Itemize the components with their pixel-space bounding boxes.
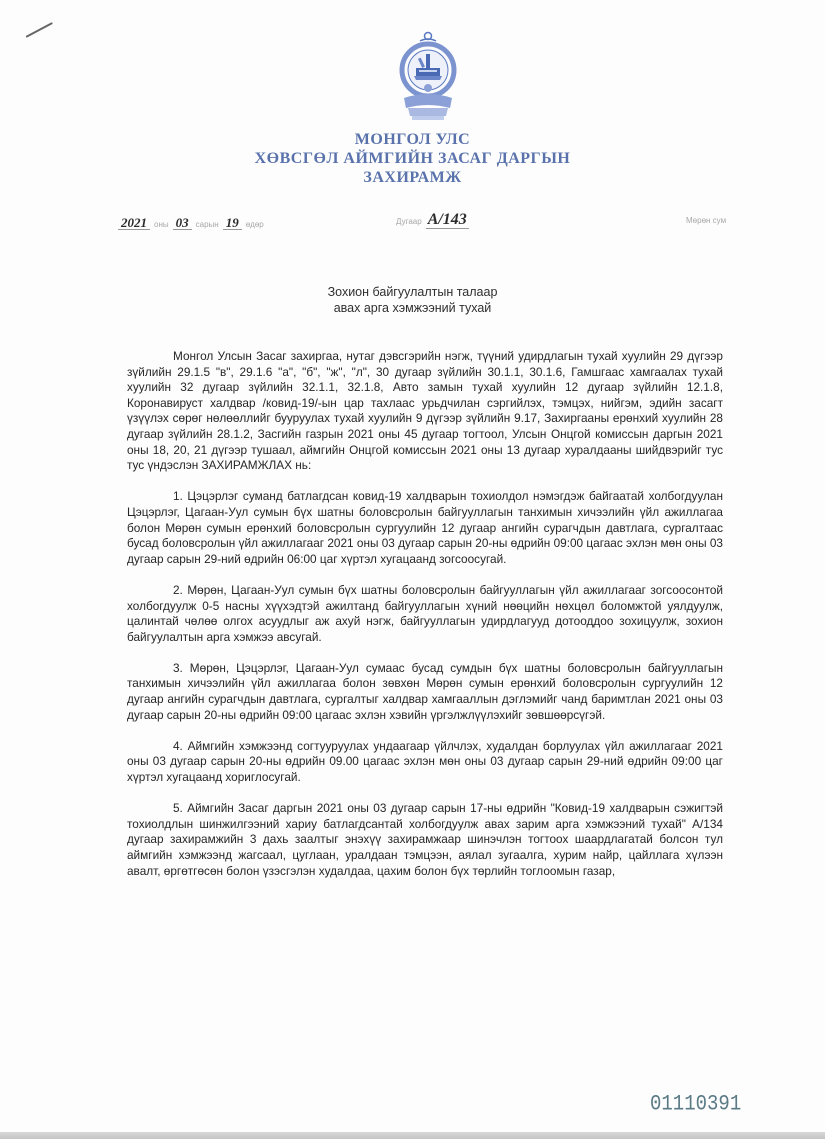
number-label: Дугаар (396, 217, 422, 226)
clause-2-paragraph: 2. Мөрөн, Цагаан-Уул сумын бүх шатны боловсролын байгууллагын үйл ажиллагааг зогсоосонтой холбогдуулж 0-5 насны хүүхэдтэй ажилтанд байгууллагын хүний нөөцийн нөхцөл боломжтой уялдуулж, цалинтай чөлөө олгох асуудлыг аж ахуй нэгж, байгууллагын удирдлагууд дотооддоо зохицуулж, зохион байгуулалтын арга хэмжээ авсугай. (127, 582, 723, 644)
document-number (392, 212, 469, 229)
clause-3-paragraph: 3. Мөрөн, Цэцэрлэг, Цагаан-Уул сумаас бусад сумдын бүх шатны боловсролын байгууллагын танхимын хичээлийн үйл ажиллагаа болон зөвхөн Мөрөн сумын ерөнхий боловсролын сургуулийн 12 дугаар ангийн сурагчдын давтлага, сургалтыг халдвар хамгааллын дэглэмийг чанд баримтлан 2021 оны 03 дугаар сарын 20-ны өдрийн 09:00 цагаас эхлэн хэвийн үргэлжлүүлэхийг зөвшөөрсүгэй. (127, 660, 723, 722)
number-value: А/143 (427, 211, 467, 228)
document-title (0, 284, 825, 316)
date-day: 19 (223, 216, 242, 230)
document-meta-row (0, 212, 825, 236)
date-day-label: өдөр (245, 220, 264, 229)
page-bottom-edge (0, 1132, 825, 1139)
document-date (118, 216, 268, 230)
clause-1-paragraph: 1. Цэцэрлэг суманд батлагдсан ковид-19 халдварын тохиолдол нэмэгдэж байгаатай холбогдуулан Цэцэрлэг, Цагаан-Уул сумын бүх шатны боловсролын байгууллагын танхимын хичээлийн үйл ажиллагаа болон Мөрөн сумын ерөнхий боловсролын сургуулийн 12 дугаар ангийн сурагчдын давтлага, сургалтаас бусад боловсролын үйл ажиллагааг 2021 оны 03 дугаар сарын 20-ны өдрийн 09:00 цагаас эхлэн мөн оны 03 дугаар сарын 29-ний өдрийн 06:00 цаг хүртэл хугацаанд зогсоосугай. (127, 489, 723, 566)
date-month-label: сарын (195, 220, 219, 229)
title-line-1: Зохион байгуулалтын талаар (327, 285, 498, 299)
date-month: 03 (173, 216, 192, 230)
preamble-paragraph: Монгол Улсын Засаг захиргаа, нутаг дэвсгэрийн нэгж, түүний удирдлагын тухай хуулийн 29 дүгээр зүйлийн 29.1.5 "в", 29.1.6 "а", "б", "ж", "л", 30 дугаар зүйлийн 30.1.1, 30.1.6, Гамшгаас хамгаалах тухай хуулийн 32 дугаар зүйлийн 32.1.1, 32.1.8, Авто замын тухай хуулийн 12 дугаар зүйлийн 12.1.8, Коронавируст халдвар /ковид-19/-ын цар тахлаас урьдчилан сэргийлэх, тэмцэх, нийгэм, эдийн засагт үзүүлэх сөрөг нөлөөллийг бууруулах тухай хуулийн 9 дүгээр зүйлийн 9.17, Захиргааны ерөнхий хуулийн 28 дугаар зүйлийн 28.1.2, Засгийн газрын 2021 оны 45 дугаар тогтоол, Улсын Онцгой комиссын даргын 2021 оны 18, 20, 21 дүгээр тушаал, аймгийн Онцгой комиссын 2021 оны 13 дугаар хуралдааны шийдвэрийг тус тус үндэслэн ЗАХИРАМЖЛАХ нь: (127, 349, 723, 473)
document-place: Мөрөн сум (686, 216, 727, 225)
title-line-2: авах арга хэмжээний тухай (333, 301, 492, 315)
serial-number-stamp: 01110391 (650, 1091, 742, 1117)
date-year-label: оны (154, 220, 169, 229)
document-header (0, 130, 825, 187)
document-body (127, 349, 723, 895)
date-year: 2021 (118, 216, 150, 230)
pen-mark (26, 22, 53, 38)
header-authority: ХӨВСГӨЛ АЙМГИЙН ЗАСАГ ДАРГЫН (254, 150, 571, 167)
header-doc-type: ЗАХИРАМЖ (363, 169, 462, 186)
clause-4-paragraph: 4. Аймгийн хэмжээнд согтууруулах ундаагаар үйлчлэх, худалдан борлуулах үйл ажиллагааг 2021 оны 03 дугаар сарын 20-ны өдрийн 09.00 цагаас эхлэн мөн оны 03 дугаар сарын 29-ний өдрийн 09:00 цаг хүртэл хугацаанд хориглосугай. (127, 738, 723, 785)
clause-5-paragraph: 5. Аймгийн Засаг даргын 2021 оны 03 дугаар сарын 17-ны өдрийн "Ковид-19 халдварын сэжигтэй тохиолдлын шинжилгээний хариу батлагдсантай холбогдуулж авах зарим арга хэмжээний тухай" А/134 дугаар захирамжийн 3 дахь заалтыг энэхүү захирамжаар шинэчлэн тогтоох шаардлагатай болсон тул аймгийн хэмжээнд жагсаал, цуглаан, уралдаан тэмцээн, аялал зугаалга, хурим найр, цайллага хүлээн авалт, өргөтгөсөн болон үзэсгэлэн худалдаа, цахим болон бүх төрлийн тоглоомын газар, (127, 801, 723, 878)
mongolia-state-emblem-icon (390, 30, 466, 126)
header-country: МОНГОЛ УЛС (354, 131, 471, 148)
